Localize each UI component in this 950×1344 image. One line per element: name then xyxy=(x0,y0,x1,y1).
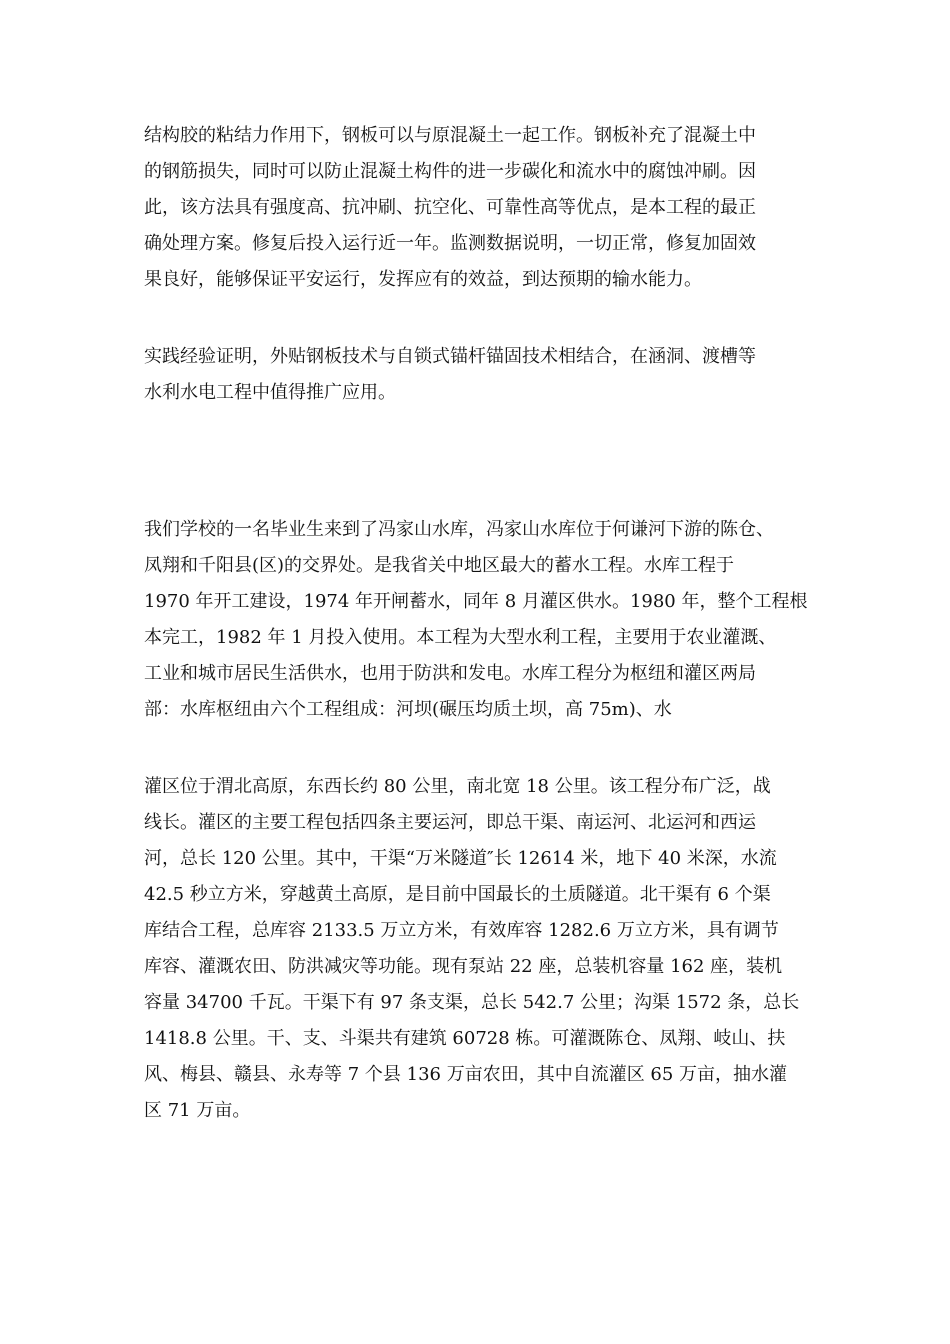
paragraph-practice-conclusion xyxy=(144,339,824,411)
text-line: 河，总长 120 公里。其中，干渠“万米隧道″长 12614 米，地下 40 米深，水流 xyxy=(144,848,777,869)
text-line: 库结合工程，总库容 2133.5 万立方米，有效库容 1282.6 万立方米，具有调节 xyxy=(144,920,779,941)
text-line: 果良好，能够保证平安运行，发挥应有的效益，到达预期的输水能力。 xyxy=(144,269,702,290)
text-line: 我们学校的一名毕业生来到了冯家山水库，冯家山水库位于何谦河下游的陈仓、 xyxy=(144,519,774,540)
text-line: 结构胶的粘结力作用下，钢板可以与原混凝土一起工作。钢板补充了混凝土中 xyxy=(144,125,756,146)
paragraph-steel-plate-repair xyxy=(144,118,824,298)
text-line: 线长。灌区的主要工程包括四条主要运河，即总干渠、南运河、北运河和西运 xyxy=(144,812,756,833)
text-line: 实践经验证明，外贴钢板技术与自锁式锚杆锚固技术相结合，在涵洞、渡槽等 xyxy=(144,346,756,367)
paragraph-fengjiashan-reservoir xyxy=(144,512,824,728)
text-line: 本完工，1982 年 1 月投入使用。本工程为大型水利工程，主要用于农业灌溉、 xyxy=(144,627,777,648)
text-line: 容量 34700 千瓦。干渠下有 97 条支渠，总长 542.7 公里；沟渠 1572 条，总长 xyxy=(144,992,800,1013)
text-line: 部：水库枢纽由六个工程组成：河坝(碾压均质土坝，高 75m)、水 xyxy=(144,699,672,720)
paragraph-irrigation-district xyxy=(144,769,824,1129)
text-line: 确处理方案。修复后投入运行近一年。监测数据说明，一切正常，修复加固效 xyxy=(144,233,756,254)
text-line: 风、梅县、赣县、永寿等 7 个县 136 万亩农田，其中自流灌区 65 万亩，抽水灌 xyxy=(144,1064,788,1085)
text-line: 此，该方法具有强度高、抗冲刷、抗空化、可靠性高等优点，是本工程的最正 xyxy=(144,197,756,218)
text-line: 的钢筋损失，同时可以防止混凝土构件的进一步碳化和流水中的腐蚀冲刷。因 xyxy=(144,161,756,182)
text-line: 1418.8 公里。干、支、斗渠共有建筑 60728 栋。可灌溉陈仓、凤翔、岐山、扶 xyxy=(144,1028,786,1049)
text-line: 灌区位于渭北高原，东西长约 80 公里，南北宽 18 公里。该工程分布广泛，战 xyxy=(144,776,771,797)
text-line: 42.5 秒立方米，穿越黄土高原，是目前中国最长的土质隧道。北干渠有 6 个渠 xyxy=(144,884,771,905)
text-line: 区 71 万亩。 xyxy=(144,1100,251,1121)
text-line: 水利水电工程中值得推广应用。 xyxy=(144,382,396,403)
text-line: 工业和城市居民生活供水，也用于防洪和发电。水库工程分为枢纽和灌区两局 xyxy=(144,663,756,684)
text-line: 1970 年开工建设，1974 年开闸蓄水，同年 8 月灌区供水。1980 年，整个工程根 xyxy=(144,591,808,612)
text-line: 库容、灌溉农田、防洪减灾等功能。现有泵站 22 座，总装机容量 162 座，装机 xyxy=(144,956,783,977)
text-line: 凤翔和千阳县(区)的交界处。是我省关中地区最大的蓄水工程。水库工程于 xyxy=(144,555,735,576)
